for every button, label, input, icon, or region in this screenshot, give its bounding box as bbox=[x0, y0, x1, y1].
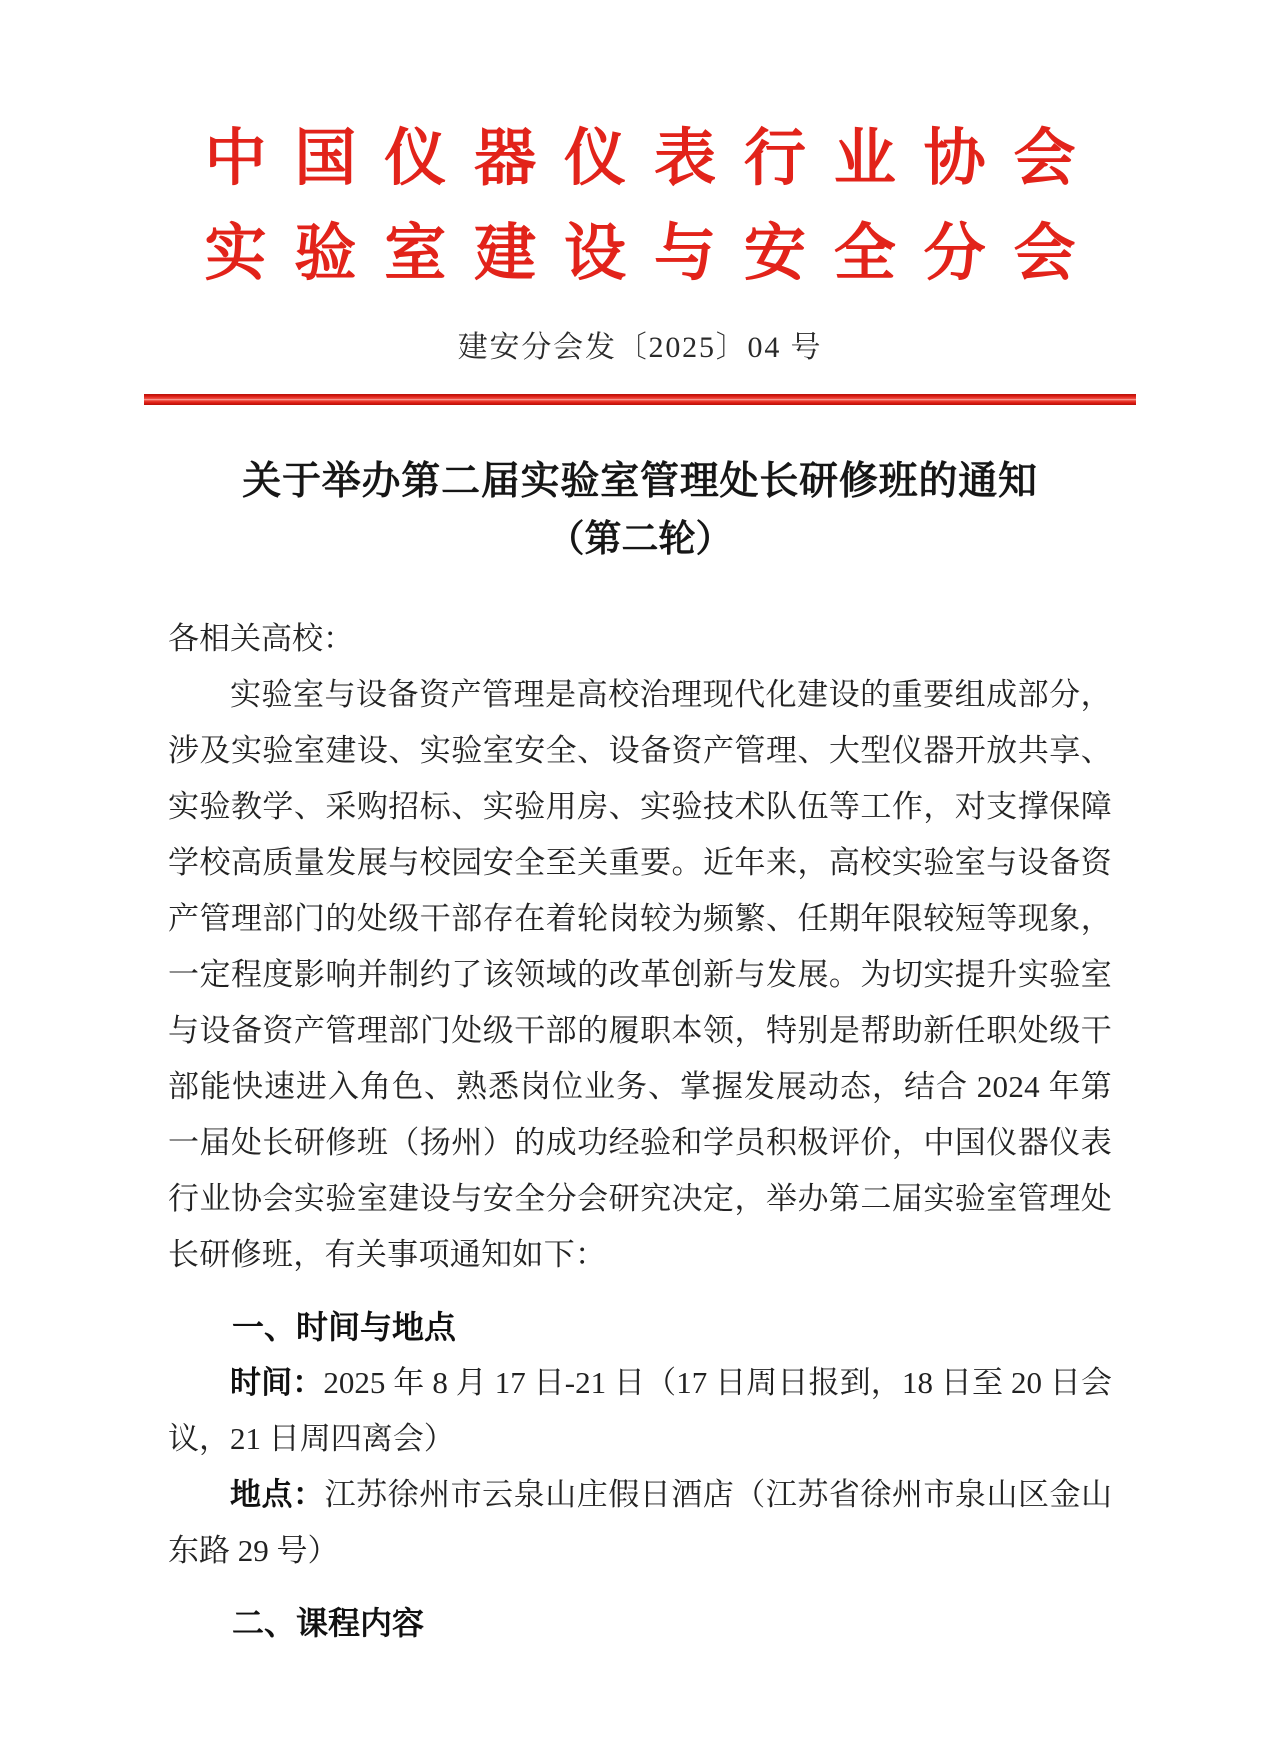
document-number: 建安分会发〔2025〕04 号 bbox=[457, 331, 823, 364]
intro-paragraph: 实验室与设备资产管理是高校治理现代化建设的重要组成部分，涉及实验室建设、实验室安全、设备资产管理、大型仪器开放共享、实验教学、采购招标、实验用房、实验技术队伍等工作，对支撑保障学校高质量发展与校园安全至关重要。近年来，高校实验室与设备资产管理部门的处级干部存在着轮岗较为频繁、任期年限较短等现象，一定程度影响并制约了该领域的改革创新与发展。为切实提升实验室与设备资产管理部门处级干部的履职本领，特别是帮助新任职处级干部能快速进入角色、熟悉岗位业务、掌握发展动态，结合 2024 年第一届处长研修班（扬州）的成功经验和学员积极评价，中国仪器仪表行业协会实验室建设与安全分会研究决定，举办第二届实验室管理处长研修班，有关事项通知如下： bbox=[168, 677, 1112, 1272]
section-heading-course-content: 二、课程内容 bbox=[232, 1605, 425, 1641]
document-title: 关于举办第二届实验室管理处长研修班的通知 bbox=[242, 460, 1038, 503]
time-text: 2025 年 8 月 17 日-21 日（17 日周日报到，18 日至 20 日会议，21 日周四离会） bbox=[168, 1365, 1113, 1456]
org-name-line2: 实验室建设与安全分会 bbox=[204, 220, 1104, 288]
time-paragraph bbox=[168, 1355, 1112, 1467]
document-page bbox=[0, 112, 1280, 1762]
venue-paragraph bbox=[168, 1467, 1112, 1579]
time-label: 时间： bbox=[230, 1365, 324, 1400]
org-name-line1: 中国仪器仪表行业协会 bbox=[204, 125, 1104, 193]
section-heading-time-venue: 一、时间与地点 bbox=[232, 1309, 457, 1345]
document-subtitle: （第二轮） bbox=[547, 519, 733, 560]
red-rule-divider bbox=[144, 394, 1136, 405]
salutation: 各相关高校： bbox=[168, 621, 354, 656]
venue-text: 江苏徐州市云泉山庄假日酒店（江苏省徐州市泉山区金山东路 29 号） bbox=[168, 1477, 1113, 1568]
venue-label: 地点： bbox=[230, 1477, 325, 1512]
